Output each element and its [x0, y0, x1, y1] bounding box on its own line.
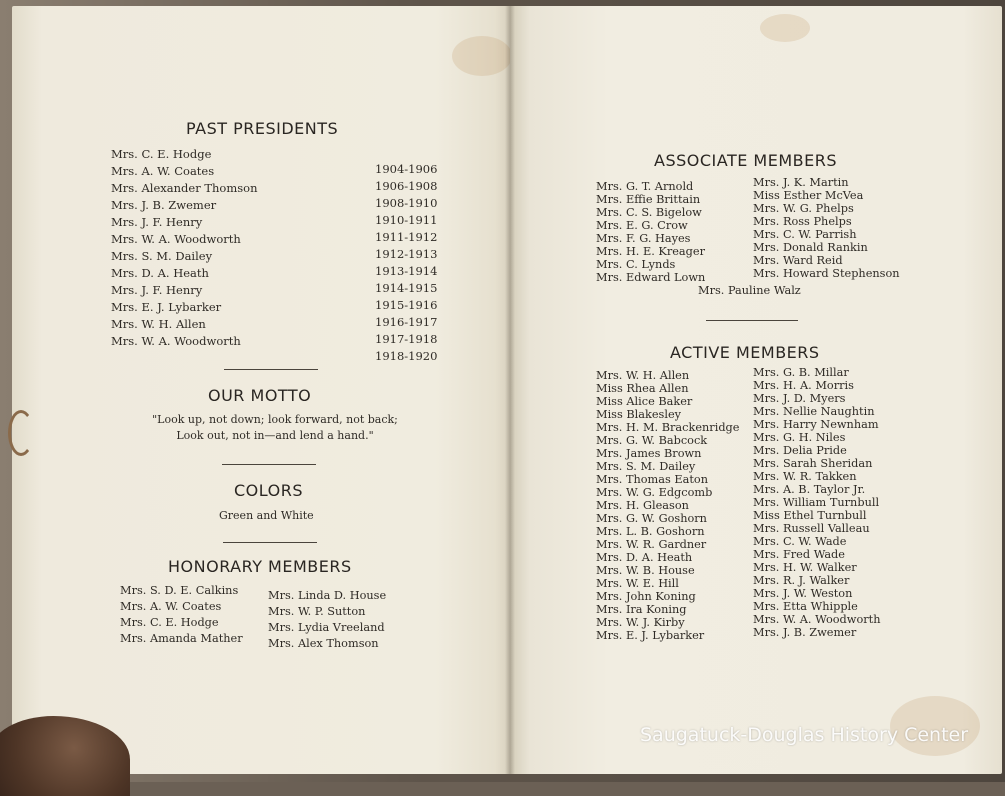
binding-ring — [8, 410, 34, 456]
member-name: Mrs. J. K. Martin — [753, 176, 849, 189]
president-name: Mrs. Alexander Thomson — [111, 181, 258, 195]
member-name: Mrs. Effie Brittain — [596, 193, 701, 206]
paper-stain — [452, 36, 512, 76]
member-name: Mrs. James Brown — [596, 447, 702, 460]
active-members-col1 — [596, 369, 739, 642]
member-name: Mrs. Ward Reid — [753, 254, 843, 267]
member-name: Mrs. G. H. Niles — [753, 431, 846, 444]
motto-line: "Look up, not down; look forward, not back; — [152, 413, 398, 426]
president-row — [111, 181, 257, 195]
president-years: 1917-1918 — [375, 332, 438, 346]
president-years: 1912-1913 — [375, 247, 438, 261]
president-row — [111, 164, 214, 178]
honorary-members-heading: HONORARY MEMBERS — [168, 557, 352, 576]
president-years: 1913-1914 — [375, 264, 438, 278]
member-name: Mrs. F. G. Hayes — [596, 232, 691, 245]
member-name: Mrs. H. M. Brackenridge — [596, 421, 740, 434]
past-presidents-heading: PAST PRESIDENTS — [186, 119, 339, 138]
honorary-members-col2 — [268, 588, 386, 652]
member-name: Mrs. G. W. Babcock — [596, 434, 708, 447]
president-row — [111, 198, 216, 212]
member-name: Mrs. W. H. Allen — [596, 369, 690, 382]
member-name: Mrs. W. J. Kirby — [596, 616, 685, 629]
member-name: Mrs. C. Lynds — [596, 258, 676, 271]
president-row — [111, 232, 241, 246]
president-years: 1911-1912 — [375, 230, 438, 244]
member-name: Mrs. H. Gleason — [596, 499, 689, 512]
member-name: Mrs. Edward Lown — [596, 271, 706, 284]
section-divider — [706, 320, 798, 321]
president-name: Mrs. W. A. Woodworth — [111, 334, 241, 348]
member-name: Miss Alice Baker — [596, 395, 693, 408]
member-name: Mrs. W. B. House — [596, 564, 695, 577]
member-name: Mrs. Amanda Mather — [120, 632, 243, 645]
associate-members-heading: ASSOCIATE MEMBERS — [654, 151, 837, 170]
member-name: Mrs. C. E. Hodge — [120, 616, 219, 629]
member-name: Mrs. S. M. Dailey — [596, 460, 696, 473]
president-row — [111, 215, 202, 229]
president-years: 1918-1920 — [375, 349, 438, 363]
president-name: Mrs. W. A. Woodworth — [111, 232, 241, 246]
president-row — [111, 249, 212, 263]
watermark: Saugatuck-Douglas History Center — [640, 724, 969, 746]
member-name: Miss Rhea Allen — [596, 382, 689, 395]
member-name: Mrs. Alex Thomson — [268, 637, 379, 650]
president-name: Mrs. J. F. Henry — [111, 215, 203, 229]
member-name: Mrs. R. J. Walker — [753, 574, 850, 587]
member-name: Mrs. W. E. Hill — [596, 577, 679, 590]
member-name: Mrs. W. G. Phelps — [753, 202, 854, 215]
president-years: 1908-1910 — [375, 196, 438, 210]
president-years: 1906-1908 — [375, 179, 438, 193]
president-row — [111, 283, 202, 297]
member-name: Mrs. A. W. Coates — [120, 600, 222, 613]
active-members-heading: ACTIVE MEMBERS — [670, 343, 820, 362]
member-name: Mrs. E. G. Crow — [596, 219, 688, 232]
member-name: Mrs. Howard Stephenson — [753, 267, 900, 280]
colors-value: Green and White — [219, 509, 314, 522]
member-name: Mrs. A. B. Taylor Jr. — [753, 483, 866, 496]
member-name: Mrs. W. R. Gardner — [596, 538, 707, 551]
member-name: Mrs. J. B. Zwemer — [753, 626, 857, 639]
member-name: Mrs. G. B. Millar — [753, 366, 849, 379]
president-years: 1910-1911 — [375, 213, 438, 227]
member-name: Mrs. S. D. E. Calkins — [120, 584, 239, 597]
honorary-members-col1 — [120, 583, 243, 647]
section-divider — [224, 369, 318, 370]
president-name: Mrs. J. F. Henry — [111, 283, 203, 297]
member-name: Mrs. Sarah Sheridan — [753, 457, 873, 470]
member-name: Mrs. Nellie Naughtin — [753, 405, 875, 418]
member-name: Mrs. William Turnbull — [753, 496, 880, 509]
president-name: Mrs. W. H. Allen — [111, 317, 206, 331]
associate-members-col2 — [753, 176, 900, 280]
member-name: Mrs. Harry Newnham — [753, 418, 879, 431]
member-name: Mrs. W. R. Takken — [753, 470, 857, 483]
member-name: Mrs. C. W. Parrish — [753, 228, 857, 241]
president-row — [111, 334, 241, 348]
member-name: Mrs. Delia Pride — [753, 444, 847, 457]
member-name: Mrs. C. W. Wade — [753, 535, 847, 548]
member-name: Mrs. Etta Whipple — [753, 600, 858, 613]
member-name: Mrs. Lydia Vreeland — [268, 621, 385, 634]
president-name: Mrs. A. W. Coates — [111, 164, 215, 178]
member-name: Miss Esther McVea — [753, 189, 864, 202]
member-name: Mrs. G. T. Arnold — [596, 180, 694, 193]
member-name: Mrs. Ira Koning — [596, 603, 687, 616]
member-name: Mrs. John Koning — [596, 590, 696, 603]
president-name: Mrs. S. M. Dailey — [111, 249, 213, 263]
member-name: Mrs. Russell Valleau — [753, 522, 870, 535]
member-name: Mrs. L. B. Goshorn — [596, 525, 705, 538]
president-row — [111, 317, 206, 331]
president-years: 1916-1917 — [375, 315, 438, 329]
book-gutter — [505, 6, 515, 774]
member-name: Mrs. H. W. Walker — [753, 561, 857, 574]
member-name: Mrs. Donald Rankin — [753, 241, 868, 254]
president-row — [111, 300, 221, 314]
president-years: 1915-1916 — [375, 298, 438, 312]
associate-member-last: Mrs. Pauline Walz — [698, 284, 801, 297]
motto-text — [130, 412, 420, 444]
member-name: Mrs. H. A. Morris — [753, 379, 854, 392]
member-name: Mrs. Fred Wade — [753, 548, 845, 561]
member-name: Mrs. Linda D. House — [268, 589, 387, 602]
section-divider — [223, 542, 317, 543]
member-name: Mrs. D. A. Heath — [596, 551, 693, 564]
member-name: Mrs. C. S. Bigelow — [596, 206, 702, 219]
member-name: Mrs. Ross Phelps — [753, 215, 852, 228]
member-name: Miss Ethel Turnbull — [753, 509, 867, 522]
president-years: 1904-1906 — [375, 162, 438, 176]
member-name: Mrs. W. G. Edgcomb — [596, 486, 713, 499]
motto-heading: OUR MOTTO — [208, 386, 312, 405]
member-name: Mrs. J. W. Weston — [753, 587, 853, 600]
president-name: Mrs. E. J. Lybarker — [111, 300, 222, 314]
member-name: Mrs. H. E. Kreager — [596, 245, 705, 258]
section-divider — [222, 464, 316, 465]
member-name: Mrs. J. D. Myers — [753, 392, 846, 405]
president-years: 1914-1915 — [375, 281, 438, 295]
associate-members-col1 — [596, 180, 705, 284]
member-name: Mrs. Thomas Eaton — [596, 473, 708, 486]
colors-heading: COLORS — [234, 481, 303, 500]
motto-line: Look out, not in—and lend a hand." — [176, 429, 374, 442]
member-name: Mrs. E. J. Lybarker — [596, 629, 705, 642]
president-name: Mrs. D. A. Heath — [111, 266, 209, 280]
active-members-col2 — [753, 366, 880, 639]
paper-stain — [760, 14, 810, 42]
president-row — [111, 147, 211, 161]
member-name: Miss Blakesley — [596, 408, 682, 421]
president-name: Mrs. C. E. Hodge — [111, 147, 212, 161]
member-name: Mrs. W. P. Sutton — [268, 605, 366, 618]
member-name: Mrs. W. A. Woodworth — [753, 613, 881, 626]
president-row — [111, 266, 209, 280]
member-name: Mrs. G. W. Goshorn — [596, 512, 707, 525]
president-name: Mrs. J. B. Zwemer — [111, 198, 217, 212]
